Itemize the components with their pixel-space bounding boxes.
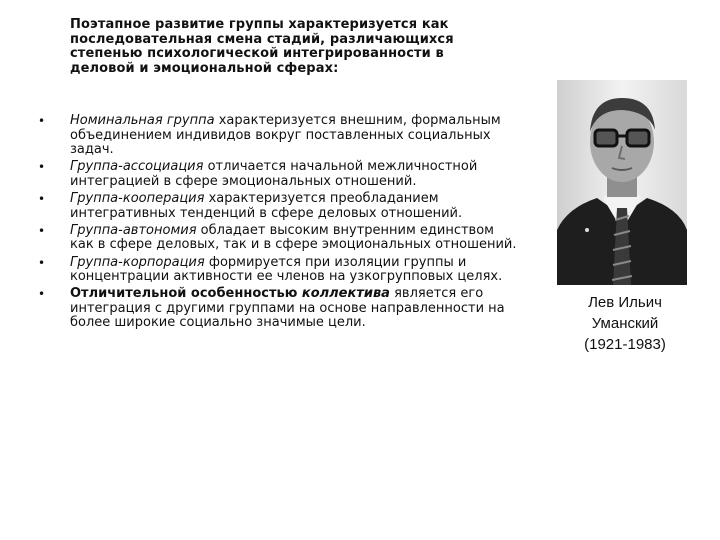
item-bold-text: Отличительной особенностью — [70, 286, 302, 302]
item-term: Группа-ассоциация — [70, 159, 204, 175]
item-text: отличается начальной межличностной интеграцией в сфере эмоциональных отношений. — [70, 159, 478, 189]
list-item — [38, 192, 518, 221]
item-term: Номинальная группа — [70, 113, 215, 128]
list-item — [38, 287, 518, 331]
caption-years: (1921-1983) — [584, 336, 666, 353]
item-text: характеризуется внешним, формальным объединением индивидов вокруг поставленных социальных задач. — [70, 113, 501, 157]
list-item — [38, 224, 518, 253]
list-item — [38, 256, 518, 285]
intro-paragraph: Поэтапное развитие группы характеризуется как последовательная смена стадий, различающихся степенью психологической интегрированности в деловой и эмоциональной сферах: — [70, 17, 454, 76]
item-term: Группа-корпорация — [70, 254, 205, 270]
item-term: коллектива — [301, 286, 390, 302]
item-term: Группа-кооперация — [70, 191, 205, 207]
list-item — [38, 160, 518, 189]
bullet-icon: • — [38, 287, 46, 302]
stages-list — [38, 114, 518, 334]
item-term: Группа-автономия — [70, 222, 197, 238]
caption-name: Лев Ильич — [588, 294, 662, 311]
item-text: обладает высоким внутренним единством как в сфере деловых, так и в сфере эмоциональных отношений. — [70, 222, 517, 253]
list-item — [38, 114, 518, 158]
item-text: формируется при изоляции группы и концентрации активности ее членов на узкогрупповых целях. — [70, 254, 503, 285]
item-text: характеризуется преобладанием интегративных тенденций в сфере деловых отношений. — [70, 191, 463, 221]
bullet-icon: • — [38, 114, 46, 128]
bullet-icon: • — [38, 255, 46, 270]
bullet-icon: • — [38, 192, 46, 207]
portrait-caption — [555, 292, 695, 355]
bullet-icon: • — [38, 160, 46, 175]
bullet-icon: • — [38, 223, 46, 238]
item-text: является его интеграция с другими группами на основе направленности на более широкие социально значимые цели. — [70, 286, 505, 331]
portrait-photo — [557, 80, 687, 285]
caption-surname: Уманский — [591, 315, 659, 332]
